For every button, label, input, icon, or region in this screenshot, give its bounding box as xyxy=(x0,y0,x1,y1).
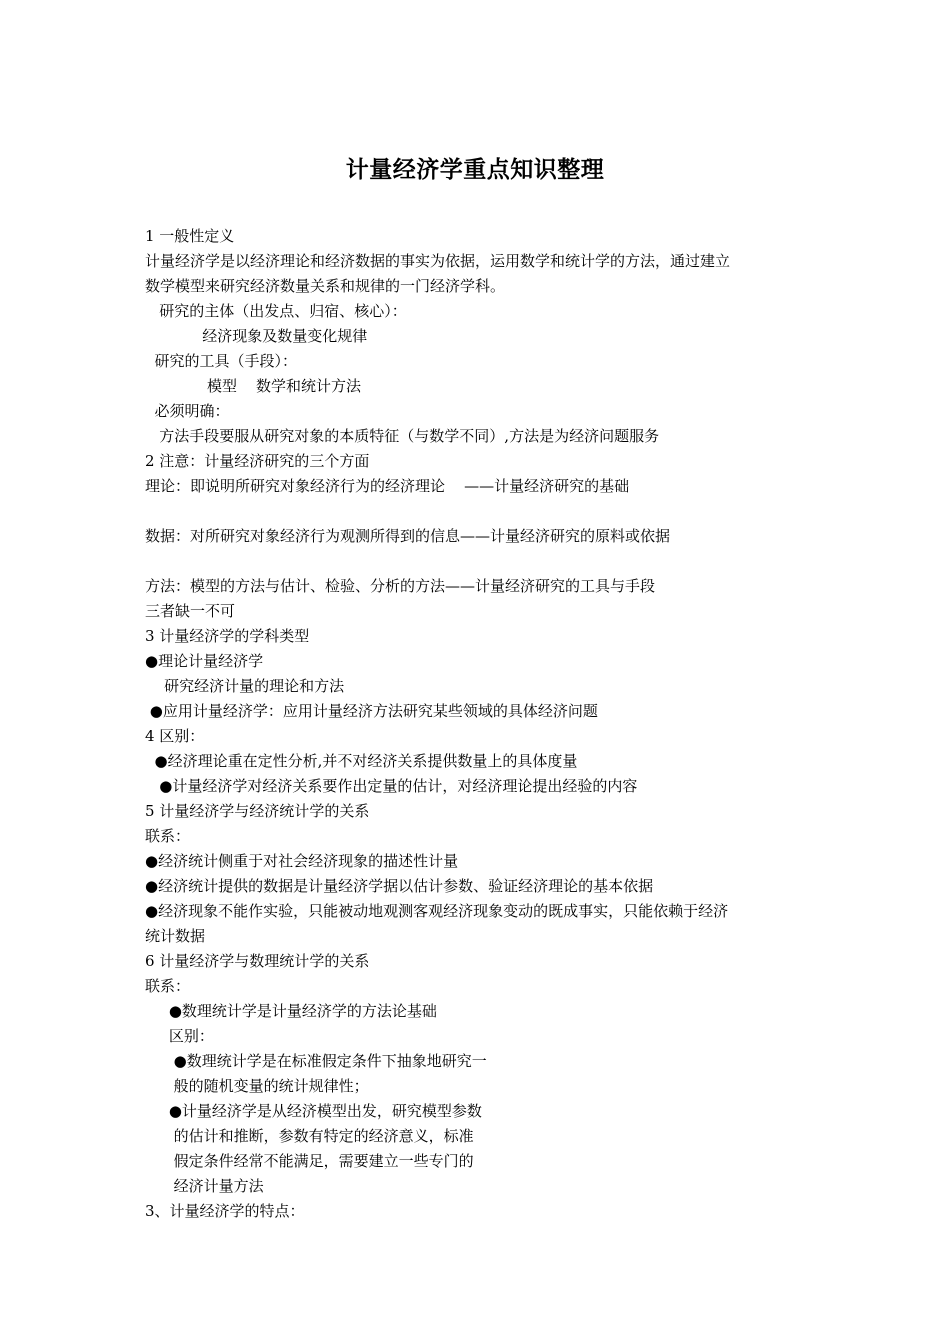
blank-line xyxy=(145,549,815,574)
text-line: 3、计量经济学的特点： xyxy=(145,1202,305,1220)
text-line: 三者缺一不可 xyxy=(145,602,236,620)
text-line: 研究经济计量的理论和方法 xyxy=(145,677,345,695)
text-line: 经济现象及数量变化规律 xyxy=(145,327,368,345)
text-line: ●应用计量经济学：应用计量经济方法研究某些领域的具体经济问题 xyxy=(145,702,598,720)
text-line: 的估计和推断，参数有特定的经济意义，标准 xyxy=(145,1127,474,1145)
text-line: 数学模型来研究经济数量关系和规律的一门经济学科。 xyxy=(145,277,506,295)
text-line: ●计量经济学是从经济模型出发，研究模型参数 xyxy=(145,1102,482,1120)
text-line: 1 一般性定义 xyxy=(145,227,235,245)
text-line: ●计量经济学对经济关系要作出定量的估计，对经济理论提出经验的内容 xyxy=(145,777,638,795)
text-line: 般的随机变量的统计规律性； xyxy=(145,1077,369,1095)
text-line: 2 注意：计量经济研究的三个方面 xyxy=(145,452,370,470)
text-line: 区别： xyxy=(145,1027,214,1045)
text-line: 计量经济学是以经济理论和经济数据的事实为依据，运用数学和统计学的方法，通过建立 xyxy=(145,252,731,270)
text-line: 研究的主体（出发点、归宿、核心）： xyxy=(145,302,407,320)
text-line: 方法手段要服从研究对象的本质特征（与数学不同）,方法是为经济问题服务 xyxy=(145,427,660,445)
blank-line xyxy=(145,499,815,524)
text-line: ●经济统计侧重于对社会经济现象的描述性计量 xyxy=(145,852,459,870)
text-line: 联系： xyxy=(145,827,191,845)
text-line: ●经济统计提供的数据是计量经济学据以估计参数、验证经济理论的基本依据 xyxy=(145,877,654,895)
text-line: ●经济理论重在定性分析,并不对经济关系提供数量上的具体度量 xyxy=(145,752,578,770)
text-line: 必须明确： xyxy=(145,402,230,420)
text-line: 理论：即说明所研究对象经济行为的经济理论 ——计量经济研究的基础 xyxy=(145,477,630,495)
text-line: 模型 数学和统计方法 xyxy=(145,377,362,395)
text-line: 统计数据 xyxy=(145,927,206,945)
text-line: 方法：模型的方法与估计、检验、分析的方法——计量经济研究的工具与手段 xyxy=(145,577,656,595)
text-line: 联系： xyxy=(145,977,191,995)
text-line: ●数理统计学是计量经济学的方法论基础 xyxy=(145,1002,437,1020)
text-line: 4 区别： xyxy=(145,727,205,745)
text-line: 研究的工具（手段）： xyxy=(145,352,298,370)
text-line: 经济计量方法 xyxy=(145,1177,264,1195)
text-line: ●数理统计学是在标准假定条件下抽象地研究一 xyxy=(145,1052,487,1070)
text-line: 数据：对所研究对象经济行为观测所得到的信息——计量经济研究的原料或依据 xyxy=(145,527,671,545)
text-line: ●经济现象不能作实验，只能被动地观测客观经济现象变动的既成事实，只能依赖于经济 xyxy=(145,902,729,920)
text-line: 6 计量经济学与数理统计学的关系 xyxy=(145,952,370,970)
text-line: 假定条件经常不能满足，需要建立一些专门的 xyxy=(145,1152,474,1170)
document-title: 计量经济学重点知识整理 xyxy=(345,156,605,183)
text-line: ●理论计量经济学 xyxy=(145,652,264,670)
text-line: 5 计量经济学与经济统计学的关系 xyxy=(145,802,370,820)
document-body xyxy=(145,224,815,1224)
text-line: 3 计量经济学的学科类型 xyxy=(145,627,310,645)
